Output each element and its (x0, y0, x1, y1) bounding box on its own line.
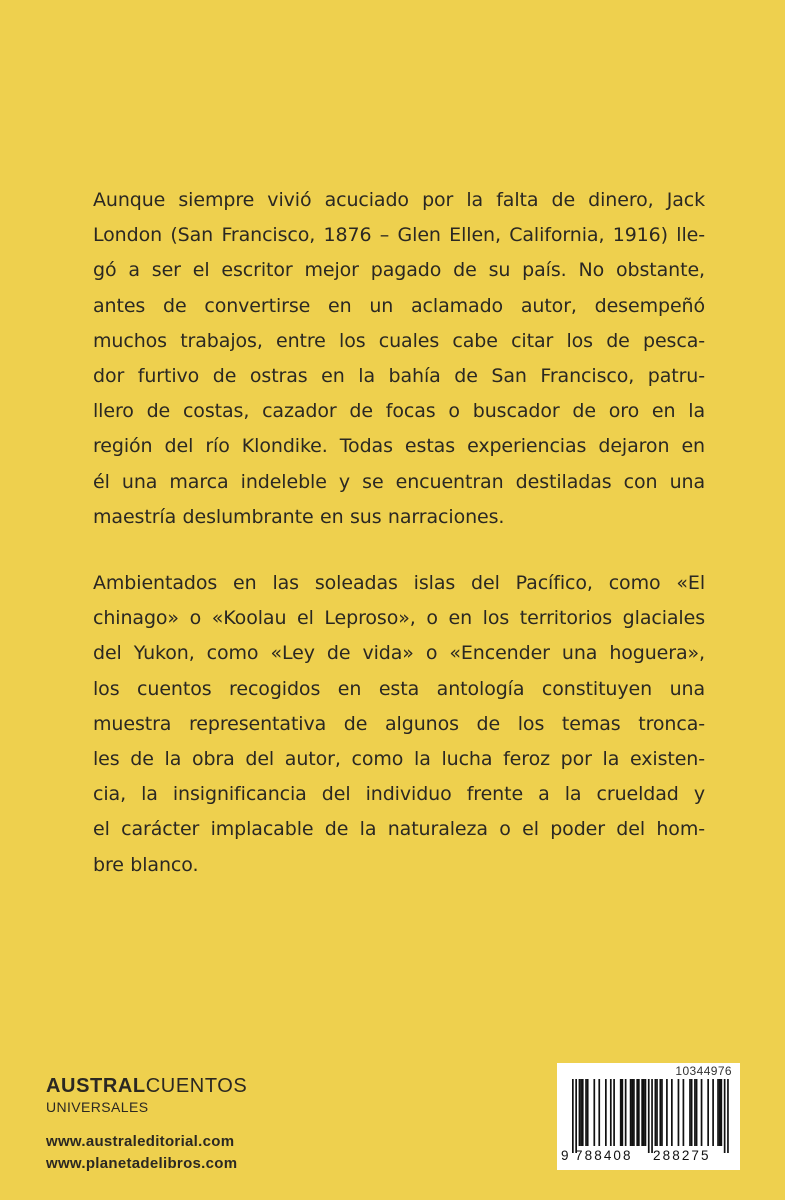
barcode-bar (613, 1079, 615, 1146)
barcode-bar (605, 1079, 607, 1146)
barcode-bar (580, 1079, 582, 1146)
barcode-guard-bar (727, 1079, 729, 1153)
barcode-bar (641, 1079, 643, 1146)
barcode-bar (598, 1079, 600, 1146)
imprint-name (46, 1074, 247, 1098)
text-line: antes de convertirse en un aclamado autor, desempeñó (93, 294, 705, 317)
barcode-bar (666, 1079, 668, 1146)
barcode-guard-bar (724, 1079, 726, 1153)
text-line: chinago» o «Koolau el Leproso», o en los territorios glaciales (93, 607, 705, 630)
isbn-left-group: 788408 (575, 1148, 633, 1163)
text-line: London (San Francisco, 1876 – Glen Ellen, California, 1916) lle- (93, 224, 705, 247)
text-line: maestría deslumbrante en sus narraciones. (93, 505, 505, 528)
isbn-barcode (557, 1063, 740, 1170)
barcode-bar (707, 1079, 709, 1146)
barcode-bar (625, 1079, 627, 1146)
barcode-bar (622, 1079, 624, 1146)
synopsis-paragraph-1 (93, 183, 705, 535)
barcode-guard-bar (575, 1079, 577, 1153)
text-line: bre blanco. (93, 853, 199, 876)
barcode-bar (659, 1079, 661, 1146)
barcode-bar (630, 1079, 632, 1146)
synopsis-paragraph-2 (93, 566, 705, 883)
publisher-websites (46, 1131, 237, 1175)
barcode-bar (579, 1079, 581, 1146)
text-line: región del río Klondike. Todas estas experiencias dejaron en (93, 435, 705, 458)
barcode-bar (678, 1079, 680, 1146)
isbn-first-digit: 9 (561, 1148, 571, 1163)
website-link[interactable]: www.australeditorial.com (46, 1133, 235, 1150)
barcode-guard-bar (648, 1079, 650, 1153)
catalog-number: 10344976 (675, 1064, 732, 1078)
barcode-bar (694, 1079, 696, 1146)
website-link[interactable]: www.planetadelibros.com (46, 1155, 238, 1172)
text-line: Ambientados en las soleadas islas del Pacífico, como «El (93, 572, 705, 594)
series-name: UNIVERSALES (46, 1099, 149, 1115)
text-line: el carácter implacable de la naturaleza o el poder del hom- (93, 818, 705, 841)
text-line: los cuentos recogidos en esta antología constituyen una (93, 677, 705, 700)
barcode-bar (719, 1079, 721, 1146)
text-line: del Yukon, como «Ley de vida» o «Encender una hoguera», (93, 642, 705, 665)
text-line: muchos trabajos, entre los cuales cabe citar los de pesca- (93, 329, 705, 352)
barcode-bar (655, 1079, 657, 1146)
barcode-guard-bar (572, 1079, 574, 1153)
publisher-logo (46, 1074, 247, 1115)
barcode-bar (721, 1079, 723, 1146)
barcode-bar (582, 1079, 584, 1146)
barcode-bar (620, 1079, 622, 1146)
barcode-bar (593, 1079, 595, 1146)
imprint-brand: AUSTRAL (46, 1075, 146, 1097)
text-line: gó a ser el escritor mejor pagado de su país. No obstante, (93, 259, 705, 282)
barcode-bar (587, 1079, 589, 1146)
barcode-bar (689, 1079, 691, 1146)
barcode-bar (585, 1079, 587, 1146)
barcode-bar (610, 1079, 612, 1146)
barcode-bar (645, 1079, 647, 1146)
barcode-bar (683, 1079, 685, 1146)
text-line: él una marca indeleble y se encuentran destiladas con una (93, 470, 705, 493)
barcode-bar (636, 1079, 638, 1146)
barcode-bar (701, 1079, 703, 1146)
barcode-bar (661, 1079, 663, 1146)
barcode-bar (631, 1079, 633, 1146)
barcode-bar (638, 1079, 640, 1146)
imprint-collection: CUENTOS (145, 1075, 248, 1097)
barcode-bar (671, 1079, 673, 1146)
barcode-bar (712, 1079, 714, 1146)
barcode-bar (691, 1079, 693, 1146)
text-line: llero de costas, cazador de focas o buscador de oro en la (93, 400, 705, 423)
barcode-bar (656, 1079, 658, 1146)
barcode-guard-bar (651, 1079, 653, 1153)
text-line: muestra representativa de algunos de los temas tronca- (93, 712, 705, 735)
text-line: dor furtivo de ostras en la bahía de San Francisco, patru- (93, 365, 705, 388)
barcode-bar (717, 1079, 719, 1146)
text-line: cia, la insignificancia del individuo frente a la crueldad y (93, 783, 705, 806)
text-line: les de la obra del autor, como la lucha feroz por la existen- (93, 748, 705, 771)
barcode-bar (643, 1079, 645, 1146)
isbn-right-group: 288275 (653, 1148, 711, 1163)
text-line: Aunque siempre vivió acuciado por la falta de dinero, Jack (93, 189, 705, 211)
barcode-bar (633, 1079, 635, 1146)
barcode-bar (696, 1079, 698, 1146)
